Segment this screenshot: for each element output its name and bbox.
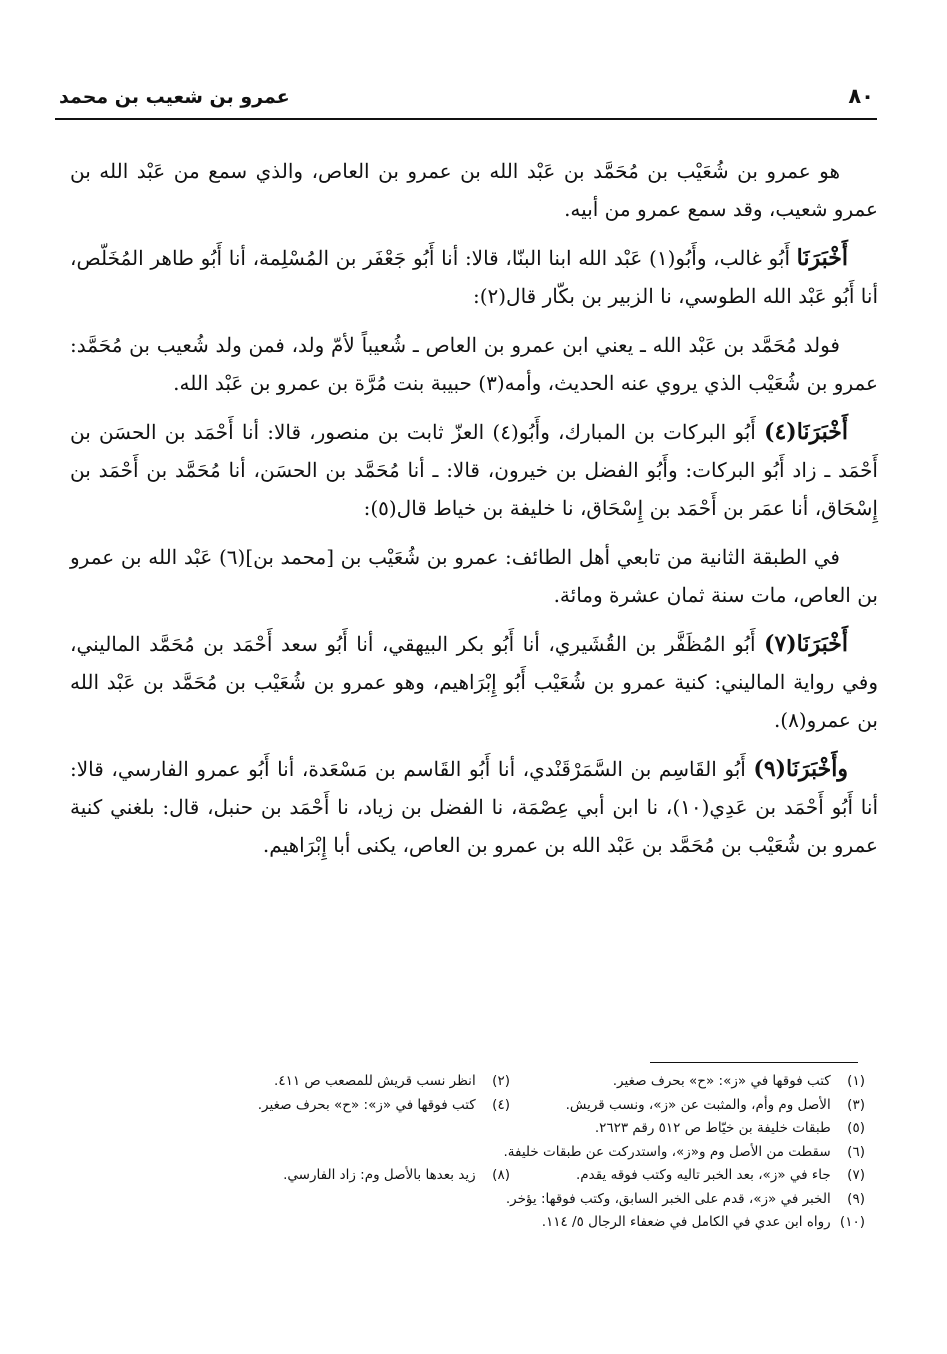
- footnote-6: [503, 1141, 865, 1165]
- footnote-text: انظر نسب قريش للمصعب ص ٤١١.: [274, 1073, 476, 1089]
- running-title: عمرو بن شعيب بن محمد: [59, 86, 290, 108]
- footnote-number: (٥): [847, 1120, 865, 1136]
- paragraph-lead-word: وأَخْبَرَنَا(٩): [753, 756, 848, 782]
- footnote-9: [506, 1188, 865, 1212]
- paragraph-text: هو عمرو بن شُعَيْب بن مُحَمَّد بن عَبْد الله بن عمرو بن العاص، والذي سمع من عَبْد الله بن عمرو شعيب، وقد سمع عمرو من أبيه.: [70, 159, 878, 221]
- paragraph-text: أَبُو القَاسِم بن السَّمَرْقَنْدي، أنا أَبُو القَاسم بن مَسْعَدة، أنا أَبُو عمرو الفارسي، قالا: أنا أَبُو أَحْمَد بن عَدِي(١٠)، نا ابن أبي عِصْمَة، نا الفضل بن زياد، نا أَحْمَد بن حنبل، قال: بلغني كنية عمرو بن شُعَيْب بن مُحَمَّد بن عَبْد الله بن عمرو بن العاص، يكنى أبا إِبْرَاهيم.: [70, 757, 879, 857]
- footnote-number: (١): [847, 1073, 865, 1089]
- paragraph-text: فولد مُحَمَّد بن عَبْد الله ـ يعني ابن عمرو بن العاص ـ شُعيباً لأمّ ولد، فمن ولد شُعيب بن مُحَمَّد: عمرو بن شُعَيْب الذي يروي عنه الحديث، وأمه(٣) حبيبة بنت مُرَّة بن عمرو بن عَبْد الله.: [70, 333, 878, 395]
- footnote-3: [510, 1094, 865, 1118]
- footnote-row: [150, 1141, 865, 1165]
- footnote-number: (٦): [847, 1143, 865, 1160]
- footnote-2: [274, 1070, 510, 1094]
- footnote-number: (١٠): [839, 1214, 865, 1230]
- paragraph-lead-word: أَخْبَرَنَا: [796, 245, 848, 271]
- header-rule: [55, 118, 877, 120]
- footnote-1: [510, 1070, 865, 1094]
- footnote-text: زيد بعدها بالأصل وم: زاد الفارسي.: [283, 1167, 476, 1183]
- footnote-row: [150, 1211, 865, 1235]
- footnote-row: [150, 1164, 865, 1188]
- footnote-7: [510, 1164, 865, 1188]
- footnote-row: [150, 1070, 865, 1094]
- paragraph-text: أَبُو البركات بن المبارك، وأَبُو(٤) العزّ ثابت بن منصور، قالا: أنا أَحْمَد بن الحسَن بن أَحْمَد ـ زاد أَبُو البركات: وأَبُو الفضل بن خيرون، قالا: ـ أنا مُحَمَّد بن الحسَن، أنا مُحَمَّد بن أَحْمَد بن إِسْحَاق، أنا عمَر بن أَحْمَد بن إِسْحَاق، نا خليفة بن خياط قال(٥):: [70, 420, 878, 520]
- footnote-number: (٩): [847, 1190, 865, 1207]
- footnote-text: الخبر في «ز»، قدم على الخبر السابق، وكتب فوقها: يؤخر.: [505, 1190, 831, 1207]
- paragraph-3: [70, 326, 878, 402]
- footnote-text: كتب فوقها في «ز»: «ح» بحرف صغير.: [257, 1096, 476, 1113]
- footnote-row: [150, 1117, 865, 1141]
- paragraph-text: في الطبقة الثانية من تابعي أهل الطائف: عمرو بن شُعَيْب بن [محمد بن](٦) عَبْد الله بن عمرو بن العاص، مات سنة ثمان عشرة ومائة.: [70, 545, 878, 607]
- footnote-text: طبقات خليفة بن خيّاط ص ٥١٢ رقم ٢٦٢٣.: [594, 1120, 831, 1136]
- main-text: [70, 152, 878, 875]
- footnote-4: [258, 1094, 510, 1118]
- footnote-text: جاء في «ز»، بعد الخبر تاليه وكتب فوقه يقدم.: [575, 1167, 831, 1183]
- footnote-number: (٢): [492, 1073, 510, 1089]
- page-number: ٨٠: [848, 84, 874, 108]
- paragraph-lead-word: أَخْبَرَنَا(٧): [764, 631, 848, 657]
- footnote-10: [542, 1211, 865, 1235]
- footnote-number: (٨): [492, 1167, 510, 1183]
- footnote-text: رواه ابن عدي في الكامل في ضعفاء الرجال ٥/ ١١٤.: [541, 1214, 831, 1230]
- paragraph-1: [70, 152, 878, 228]
- paragraph-6: [70, 625, 878, 739]
- footnote-row: [150, 1188, 865, 1212]
- footnote-8: [283, 1164, 510, 1188]
- footnote-row: [150, 1094, 865, 1118]
- paragraph-lead-word: أَخْبَرَنَا(٤): [764, 419, 849, 445]
- paragraph-5: [70, 538, 878, 614]
- paragraph-text: أَبُو المُظَفَّر بن القُشَيري، أنا أَبُو بكر البيهقي، أنا أَبُو سعد أَحْمَد بن مُحَمَّد الماليني، وفي رواية الماليني: كنية عمرو بن شُعَيْب أَبُو إِبْرَاهيم، وهو عمرو بن شُعَيْب بن مُحَمَّد بن عَبْد الله بن عمرو(٨).: [70, 632, 878, 732]
- footnote-text: كتب فوقها في «ز»: «ح» بحرف صغير.: [612, 1073, 831, 1089]
- paragraph-4: [70, 413, 878, 527]
- footnote-text: سقطت من الأصل وم و«ز»، واستدركت عن طبقات خليفة.: [503, 1143, 831, 1160]
- footnote-5: [595, 1117, 865, 1141]
- paragraph-2: [70, 239, 878, 315]
- footnotes: [150, 1070, 865, 1235]
- page-header: [55, 86, 880, 114]
- footnote-number: (٧): [847, 1167, 865, 1183]
- paragraph-text: أَبُو غالب، وأَبُو(١) عَبْد الله ابنا البنّا، قالا: أنا أَبُو جَعْفَر بن المُسْلِمة، أنا أَبُو طاهر المُخَلّص، أنا أَبُو عَبْد الله الطوسي، نا الزبير بن بكّار قال(٢):: [70, 246, 878, 308]
- footnote-rule: [650, 1062, 858, 1063]
- footnote-number: (٣): [847, 1096, 865, 1113]
- footnote-text: الأصل وم وأم، والمثبت عن «ز»، ونسب قريش.: [565, 1096, 831, 1113]
- paragraph-7: [70, 750, 878, 864]
- footnote-number: (٤): [492, 1096, 510, 1113]
